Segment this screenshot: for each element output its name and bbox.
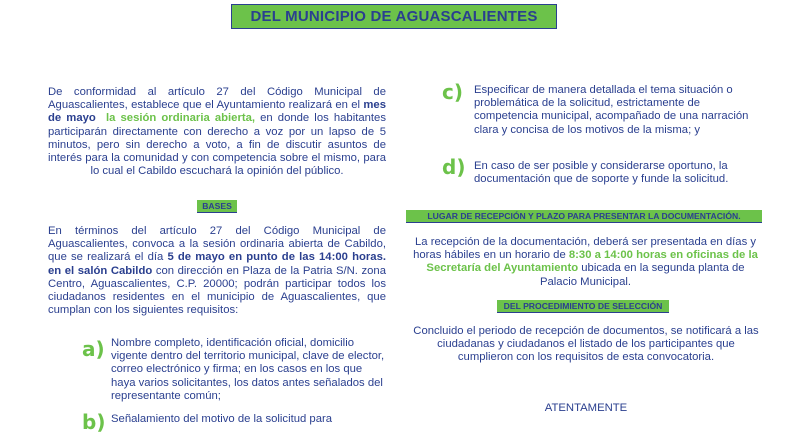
selection-paragraph: Concluido el periodo de recepción de documentos, se notificará a las ciudadanas y ciudadanos el listado de los participantes que cumplieron con los requisitos de esta convocatoria.	[413, 325, 759, 364]
reception-highlight-hours: 8:30 a 14:00 horas en oficinas de la Secretaría del Ayuntamiento	[426, 249, 758, 275]
intro-highlight-session: la sesión ordinaria abierta,	[106, 112, 256, 125]
bases-paragraph: En términos del artículo 27 del Código Municipal de Aguascalientes, convoca a la sesión ordinaria abierta de Cabildo, que se realizará el día 5 de mayo en punto de las 14:00 horas. en el salón Cabildo con dirección en Plaza de la Patria S/N. zona Centro, Aguascalientes, C.P. 20000; podrán participar todos los ciudadanos residentes en el municipio de Aguascalientes, que cumplan con los siguientes requisitos:	[48, 225, 386, 317]
requirement-letter-d: d)	[442, 155, 466, 179]
requirement-letter-a: a)	[82, 337, 105, 361]
intro-paragraph: De conformidad al artículo 27 del Código Municipal de Aguascalientes, establece que el Ayuntamiento realizará en el mes de mayo la sesión ordinaria abierta, en donde los habitantes participarán directamente con derecho a voz por un lapso de 5 minutos, pero sin derecho a voto, a fin de discutir asuntos de interés para la comunidad y con competencia sobre el mismo, para lo cual el Cabildo escuchará la opinión del público.	[48, 86, 386, 178]
requirement-a-text: Nombre completo, identificación oficial, domicilio vigente dentro del territorio municipal, clave de elector, correo electrónico y firma; en los casos en los que haya varios solicitantes, los datos antes señalados del representante común;	[111, 337, 385, 402]
closing-text: ATENTAMENTE	[544, 402, 628, 414]
requirement-letter-c: c)	[442, 80, 463, 104]
document-title: DEL MUNICIPIO DE AGUASCALIENTES	[250, 8, 538, 25]
selection-label: DEL PROCEDIMIENTO DE SELECCIÓN	[497, 300, 669, 313]
bases-highlight-date: 5 de mayo en punto de las 14:00 horas. en el salón Cabildo	[48, 251, 386, 277]
requirement-c-text: Especificar de manera detallada el tema situación o problemática de la solicitud, estrictamente de competencia municipal, acompañado de una narración clara y concisa de los motivos de la misma; y	[474, 84, 749, 136]
bases-label: BASES	[197, 200, 237, 213]
requirement-b-text: Señalamiento del motivo de la solicitud para	[111, 413, 333, 425]
requirement-d-text: En caso de ser posible y considerarse oportuno, la documentación que de soporte y funde la solicitud.	[474, 160, 729, 186]
reception-label: LUGAR DE RECEPCIÓN Y PLAZO PARA PRESENTAR LA DOCUMENTACIÓN.	[406, 210, 762, 223]
intro-highlight-month: mes de mayo	[48, 99, 386, 125]
requirement-letter-b: b)	[82, 410, 106, 434]
document-title-banner	[231, 4, 557, 29]
reception-paragraph: La recepción de la documentación, deberá ser presentada en días y horas hábiles en un horario de 8:30 a 14:00 horas en oficinas de la Secretaría del Ayuntamiento ubicada en la segunda planta de Palacio Municipal.	[413, 236, 758, 288]
